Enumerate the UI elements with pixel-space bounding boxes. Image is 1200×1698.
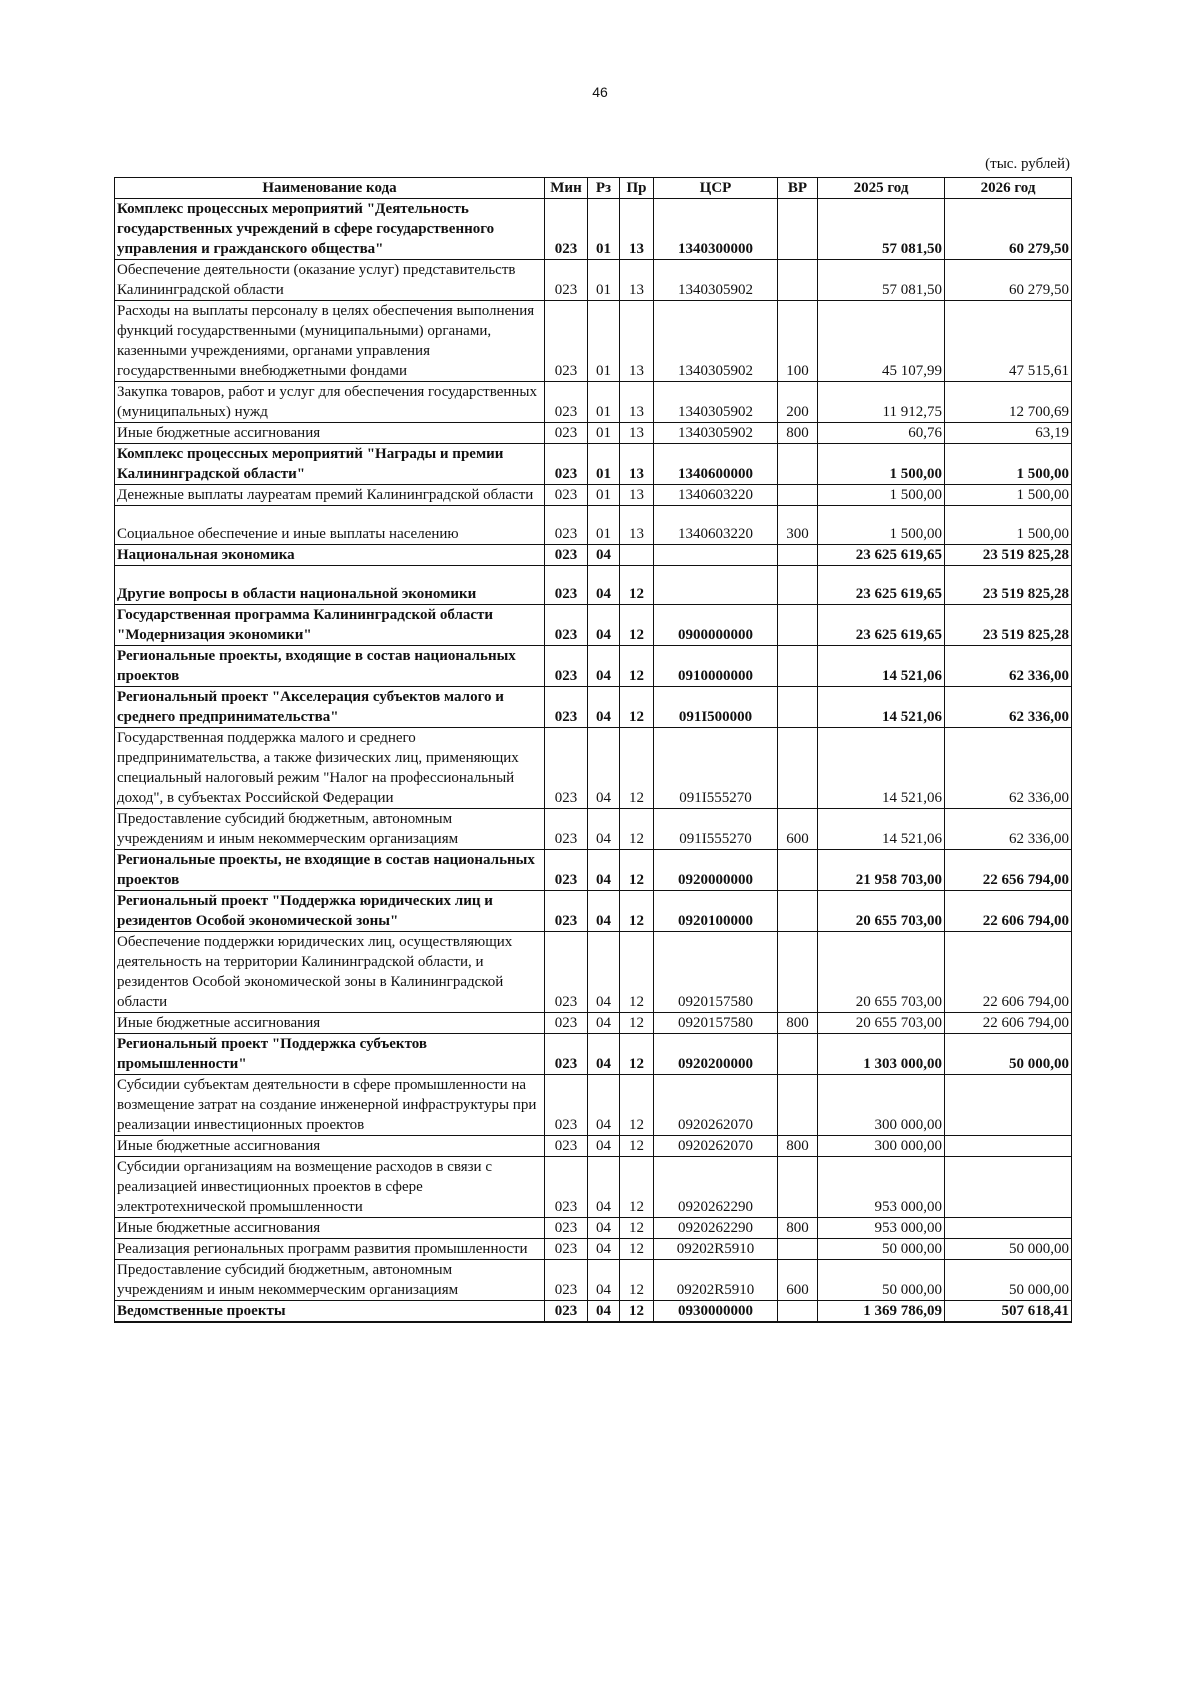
cell-2025: 11 912,75 bbox=[818, 382, 945, 423]
cell-min: 023 bbox=[545, 605, 588, 646]
table-row bbox=[115, 444, 1072, 485]
cell-2026: 63,19 bbox=[945, 423, 1072, 444]
cell-name: Денежные выплаты лауреатам премий Калининградской области bbox=[115, 485, 545, 506]
cell-rz: 01 bbox=[588, 485, 620, 506]
cell-2025: 57 081,50 bbox=[818, 260, 945, 301]
cell-name: Комплекс процессных мероприятий "Награды и премии Калининградской области" bbox=[115, 444, 545, 485]
cell-2026: 60 279,50 bbox=[945, 199, 1072, 260]
cell-pr: 12 bbox=[620, 809, 654, 850]
cell-csr: 0920262070 bbox=[654, 1136, 778, 1157]
cell-name: Региональный проект "Поддержка субъектов промышленности" bbox=[115, 1034, 545, 1075]
cell-rz: 04 bbox=[588, 605, 620, 646]
cell-2025: 1 303 000,00 bbox=[818, 1034, 945, 1075]
cell-2026 bbox=[945, 1136, 1072, 1157]
cell-min: 023 bbox=[545, 1260, 588, 1301]
cell-min: 023 bbox=[545, 891, 588, 932]
cell-rz: 04 bbox=[588, 728, 620, 809]
cell-2026: 12 700,69 bbox=[945, 382, 1072, 423]
cell-rz: 01 bbox=[588, 199, 620, 260]
cell-rz: 04 bbox=[588, 891, 620, 932]
cell-vr: 600 bbox=[778, 1260, 818, 1301]
budget-table bbox=[114, 177, 1072, 1323]
cell-vr bbox=[778, 605, 818, 646]
cell-pr: 12 bbox=[620, 850, 654, 891]
cell-2026: 23 519 825,28 bbox=[945, 566, 1072, 605]
cell-pr: 13 bbox=[620, 506, 654, 545]
cell-2025: 14 521,06 bbox=[818, 728, 945, 809]
cell-name: Субсидии субъектам деятельности в сфере промышленности на возмещение затрат на создание инженерной инфраструктуры при реализации инвестиционных проектов bbox=[115, 1075, 545, 1136]
cell-name: Предоставление субсидий бюджетным, автономным учреждениям и иным некоммерческим организациям bbox=[115, 809, 545, 850]
cell-2025: 45 107,99 bbox=[818, 301, 945, 382]
table-row bbox=[115, 301, 1072, 382]
cell-name: Иные бюджетные ассигнования bbox=[115, 1218, 545, 1239]
cell-pr: 12 bbox=[620, 1260, 654, 1301]
cell-2026: 1 500,00 bbox=[945, 444, 1072, 485]
table-row bbox=[115, 1136, 1072, 1157]
cell-min: 023 bbox=[545, 728, 588, 809]
cell-min: 023 bbox=[545, 545, 588, 566]
cell-csr: 1340600000 bbox=[654, 444, 778, 485]
cell-vr: 600 bbox=[778, 809, 818, 850]
cell-2026: 62 336,00 bbox=[945, 728, 1072, 809]
cell-2025: 50 000,00 bbox=[818, 1260, 945, 1301]
cell-vr bbox=[778, 932, 818, 1013]
cell-2025: 23 625 619,65 bbox=[818, 605, 945, 646]
cell-csr: 0920262070 bbox=[654, 1075, 778, 1136]
cell-pr: 13 bbox=[620, 444, 654, 485]
cell-2025: 300 000,00 bbox=[818, 1136, 945, 1157]
cell-name: Расходы на выплаты персоналу в целях обеспечения выполнения функций государственными (муниципальными) органами, казенными учреждениями, органами управления государственными внебюджетными фондами bbox=[115, 301, 545, 382]
cell-pr: 13 bbox=[620, 301, 654, 382]
cell-2026: 50 000,00 bbox=[945, 1034, 1072, 1075]
cell-pr: 12 bbox=[620, 605, 654, 646]
cell-min: 023 bbox=[545, 809, 588, 850]
cell-rz: 01 bbox=[588, 506, 620, 545]
table-row bbox=[115, 687, 1072, 728]
header-csr: ЦСР bbox=[654, 178, 778, 199]
cell-vr bbox=[778, 545, 818, 566]
cell-pr: 12 bbox=[620, 566, 654, 605]
cell-min: 023 bbox=[545, 1075, 588, 1136]
cell-vr bbox=[778, 260, 818, 301]
cell-csr: 1340305902 bbox=[654, 423, 778, 444]
cell-csr: 0930000000 bbox=[654, 1301, 778, 1323]
cell-min: 023 bbox=[545, 301, 588, 382]
cell-rz: 04 bbox=[588, 1157, 620, 1218]
cell-csr bbox=[654, 566, 778, 605]
page-number: 46 bbox=[592, 84, 608, 100]
cell-min: 023 bbox=[545, 199, 588, 260]
cell-csr: 091I555270 bbox=[654, 809, 778, 850]
cell-rz: 04 bbox=[588, 932, 620, 1013]
cell-2026: 22 656 794,00 bbox=[945, 850, 1072, 891]
cell-vr bbox=[778, 891, 818, 932]
cell-rz: 04 bbox=[588, 1260, 620, 1301]
cell-csr: 091I555270 bbox=[654, 728, 778, 809]
cell-rz: 04 bbox=[588, 566, 620, 605]
cell-csr: 1340305902 bbox=[654, 260, 778, 301]
cell-min: 023 bbox=[545, 382, 588, 423]
cell-2025: 300 000,00 bbox=[818, 1075, 945, 1136]
cell-vr bbox=[778, 1075, 818, 1136]
cell-csr: 1340603220 bbox=[654, 506, 778, 545]
cell-pr: 12 bbox=[620, 646, 654, 687]
cell-2025: 60,76 bbox=[818, 423, 945, 444]
header-vr: ВР bbox=[778, 178, 818, 199]
cell-2025: 14 521,06 bbox=[818, 809, 945, 850]
header-pr: Пр bbox=[620, 178, 654, 199]
cell-rz: 04 bbox=[588, 1239, 620, 1260]
cell-pr: 13 bbox=[620, 199, 654, 260]
cell-name: Региональный проект "Поддержка юридических лиц и резидентов Особой экономической зоны" bbox=[115, 891, 545, 932]
cell-csr bbox=[654, 545, 778, 566]
cell-pr: 12 bbox=[620, 1034, 654, 1075]
cell-pr: 12 bbox=[620, 891, 654, 932]
cell-csr: 0920157580 bbox=[654, 932, 778, 1013]
cell-name: Реализация региональных программ развития промышленности bbox=[115, 1239, 545, 1260]
table-row bbox=[115, 1218, 1072, 1239]
cell-vr: 200 bbox=[778, 382, 818, 423]
cell-vr bbox=[778, 687, 818, 728]
table-row bbox=[115, 485, 1072, 506]
cell-2026 bbox=[945, 1218, 1072, 1239]
cell-name: Ведомственные проекты bbox=[115, 1301, 545, 1323]
table-row bbox=[115, 1239, 1072, 1260]
cell-rz: 04 bbox=[588, 1218, 620, 1239]
table-row bbox=[115, 1013, 1072, 1034]
cell-min: 023 bbox=[545, 444, 588, 485]
header-name: Наименование кода bbox=[115, 178, 545, 199]
cell-vr bbox=[778, 199, 818, 260]
cell-2025: 14 521,06 bbox=[818, 687, 945, 728]
cell-2026 bbox=[945, 1157, 1072, 1218]
cell-vr bbox=[778, 1034, 818, 1075]
header-2026: 2026 год bbox=[945, 178, 1072, 199]
header-2025: 2025 год bbox=[818, 178, 945, 199]
cell-name: Предоставление субсидий бюджетным, автономным учреждениям и иным некоммерческим организациям bbox=[115, 1260, 545, 1301]
cell-2025: 21 958 703,00 bbox=[818, 850, 945, 891]
cell-rz: 01 bbox=[588, 423, 620, 444]
cell-2026: 23 519 825,28 bbox=[945, 545, 1072, 566]
cell-2026: 60 279,50 bbox=[945, 260, 1072, 301]
cell-rz: 04 bbox=[588, 1075, 620, 1136]
cell-name: Обеспечение деятельности (оказание услуг) представительств Калининградской области bbox=[115, 260, 545, 301]
cell-vr: 300 bbox=[778, 506, 818, 545]
cell-min: 023 bbox=[545, 566, 588, 605]
cell-csr: 0920000000 bbox=[654, 850, 778, 891]
table-row bbox=[115, 646, 1072, 687]
table-row bbox=[115, 1260, 1072, 1301]
cell-pr: 12 bbox=[620, 1301, 654, 1323]
cell-rz: 01 bbox=[588, 301, 620, 382]
cell-vr bbox=[778, 1157, 818, 1218]
cell-2026: 507 618,41 bbox=[945, 1301, 1072, 1323]
cell-rz: 04 bbox=[588, 1034, 620, 1075]
cell-min: 023 bbox=[545, 1239, 588, 1260]
cell-rz: 04 bbox=[588, 1301, 620, 1323]
cell-min: 023 bbox=[545, 1013, 588, 1034]
cell-rz: 01 bbox=[588, 260, 620, 301]
cell-2025: 20 655 703,00 bbox=[818, 1013, 945, 1034]
cell-vr bbox=[778, 444, 818, 485]
cell-2026: 22 606 794,00 bbox=[945, 932, 1072, 1013]
cell-min: 023 bbox=[545, 260, 588, 301]
cell-min: 023 bbox=[545, 1034, 588, 1075]
cell-name: Другие вопросы в области национальной экономики bbox=[115, 566, 545, 605]
cell-min: 023 bbox=[545, 687, 588, 728]
table-row bbox=[115, 423, 1072, 444]
cell-rz: 04 bbox=[588, 809, 620, 850]
cell-csr: 1340305902 bbox=[654, 382, 778, 423]
cell-vr: 100 bbox=[778, 301, 818, 382]
cell-csr: 0920157580 bbox=[654, 1013, 778, 1034]
cell-pr bbox=[620, 545, 654, 566]
table-header-row bbox=[115, 178, 1072, 199]
cell-min: 023 bbox=[545, 1301, 588, 1323]
table-row bbox=[115, 506, 1072, 545]
cell-csr: 0900000000 bbox=[654, 605, 778, 646]
cell-name: Государственная программа Калининградской области "Модернизация экономики" bbox=[115, 605, 545, 646]
cell-rz: 04 bbox=[588, 646, 620, 687]
cell-2025: 23 625 619,65 bbox=[818, 566, 945, 605]
cell-name: Иные бюджетные ассигнования bbox=[115, 423, 545, 444]
cell-name: Региональные проекты, не входящие в состав национальных проектов bbox=[115, 850, 545, 891]
cell-pr: 13 bbox=[620, 485, 654, 506]
cell-name: Социальное обеспечение и иные выплаты населению bbox=[115, 506, 545, 545]
cell-2026: 1 500,00 bbox=[945, 485, 1072, 506]
cell-vr bbox=[778, 646, 818, 687]
table-row bbox=[115, 1034, 1072, 1075]
table-row bbox=[115, 199, 1072, 260]
cell-name: Государственная поддержка малого и среднего предпринимательства, а также физических лиц, применяющих специальный налоговый режим "Налог на профессиональный доход", в субъектах Российской Федерации bbox=[115, 728, 545, 809]
cell-vr: 800 bbox=[778, 423, 818, 444]
cell-vr: 800 bbox=[778, 1013, 818, 1034]
cell-pr: 12 bbox=[620, 1157, 654, 1218]
cell-2026: 62 336,00 bbox=[945, 646, 1072, 687]
cell-2025: 953 000,00 bbox=[818, 1157, 945, 1218]
cell-name: Национальная экономика bbox=[115, 545, 545, 566]
cell-vr bbox=[778, 1239, 818, 1260]
table-row bbox=[115, 1301, 1072, 1323]
table-row bbox=[115, 891, 1072, 932]
cell-pr: 12 bbox=[620, 687, 654, 728]
cell-rz: 04 bbox=[588, 545, 620, 566]
cell-pr: 12 bbox=[620, 932, 654, 1013]
cell-2026: 50 000,00 bbox=[945, 1239, 1072, 1260]
cell-2025: 50 000,00 bbox=[818, 1239, 945, 1260]
cell-2025: 57 081,50 bbox=[818, 199, 945, 260]
cell-name: Закупка товаров, работ и услуг для обеспечения государственных (муниципальных) нужд bbox=[115, 382, 545, 423]
cell-2025: 1 500,00 bbox=[818, 444, 945, 485]
cell-csr: 0920100000 bbox=[654, 891, 778, 932]
header-min: Мин bbox=[545, 178, 588, 199]
cell-pr: 12 bbox=[620, 1075, 654, 1136]
cell-csr: 1340305902 bbox=[654, 301, 778, 382]
cell-name: Региональные проекты, входящие в состав национальных проектов bbox=[115, 646, 545, 687]
table-row bbox=[115, 932, 1072, 1013]
cell-vr bbox=[778, 850, 818, 891]
cell-name: Иные бюджетные ассигнования bbox=[115, 1136, 545, 1157]
cell-min: 023 bbox=[545, 1136, 588, 1157]
header-rz: Рз bbox=[588, 178, 620, 199]
table-row bbox=[115, 1157, 1072, 1218]
cell-2026: 62 336,00 bbox=[945, 809, 1072, 850]
cell-vr bbox=[778, 1301, 818, 1323]
cell-csr: 09202R5910 bbox=[654, 1239, 778, 1260]
cell-vr bbox=[778, 485, 818, 506]
cell-vr: 800 bbox=[778, 1218, 818, 1239]
cell-csr: 09202R5910 bbox=[654, 1260, 778, 1301]
cell-vr bbox=[778, 728, 818, 809]
cell-2026 bbox=[945, 1075, 1072, 1136]
cell-min: 023 bbox=[545, 646, 588, 687]
cell-2026: 22 606 794,00 bbox=[945, 1013, 1072, 1034]
cell-2025: 1 369 786,09 bbox=[818, 1301, 945, 1323]
table-row bbox=[115, 382, 1072, 423]
table-row bbox=[115, 545, 1072, 566]
table-row bbox=[115, 850, 1072, 891]
cell-pr: 13 bbox=[620, 423, 654, 444]
cell-min: 023 bbox=[545, 1157, 588, 1218]
cell-pr: 12 bbox=[620, 728, 654, 809]
cell-2025: 20 655 703,00 bbox=[818, 891, 945, 932]
cell-rz: 04 bbox=[588, 1136, 620, 1157]
cell-csr: 1340300000 bbox=[654, 199, 778, 260]
cell-rz: 01 bbox=[588, 444, 620, 485]
cell-2025: 14 521,06 bbox=[818, 646, 945, 687]
cell-csr: 0910000000 bbox=[654, 646, 778, 687]
cell-pr: 12 bbox=[620, 1136, 654, 1157]
cell-2026: 50 000,00 bbox=[945, 1260, 1072, 1301]
cell-name: Субсидии организациям на возмещение расходов в связи с реализацией инвестиционных проектов в сфере электротехнической промышленности bbox=[115, 1157, 545, 1218]
cell-csr: 0920262290 bbox=[654, 1218, 778, 1239]
cell-csr: 0920262290 bbox=[654, 1157, 778, 1218]
table-body bbox=[115, 199, 1072, 1323]
cell-2025: 1 500,00 bbox=[818, 485, 945, 506]
cell-2025: 953 000,00 bbox=[818, 1218, 945, 1239]
table-row bbox=[115, 1075, 1072, 1136]
cell-min: 023 bbox=[545, 423, 588, 444]
cell-2026: 22 606 794,00 bbox=[945, 891, 1072, 932]
cell-2026: 23 519 825,28 bbox=[945, 605, 1072, 646]
cell-csr: 0920200000 bbox=[654, 1034, 778, 1075]
table-row bbox=[115, 605, 1072, 646]
table-row bbox=[115, 566, 1072, 605]
cell-2026: 1 500,00 bbox=[945, 506, 1072, 545]
cell-rz: 04 bbox=[588, 687, 620, 728]
cell-pr: 13 bbox=[620, 382, 654, 423]
cell-name: Комплекс процессных мероприятий "Деятельность государственных учреждений в сфере государственного управления и гражданского общества" bbox=[115, 199, 545, 260]
cell-min: 023 bbox=[545, 932, 588, 1013]
table-row bbox=[115, 809, 1072, 850]
cell-name: Иные бюджетные ассигнования bbox=[115, 1013, 545, 1034]
cell-csr: 091I500000 bbox=[654, 687, 778, 728]
cell-2026: 47 515,61 bbox=[945, 301, 1072, 382]
cell-vr: 800 bbox=[778, 1136, 818, 1157]
cell-2026: 62 336,00 bbox=[945, 687, 1072, 728]
cell-rz: 04 bbox=[588, 1013, 620, 1034]
cell-min: 023 bbox=[545, 850, 588, 891]
cell-name: Региональный проект "Акселерация субъектов малого и среднего предпринимательства" bbox=[115, 687, 545, 728]
cell-min: 023 bbox=[545, 1218, 588, 1239]
cell-2025: 20 655 703,00 bbox=[818, 932, 945, 1013]
cell-min: 023 bbox=[545, 485, 588, 506]
cell-2025: 23 625 619,65 bbox=[818, 545, 945, 566]
cell-rz: 04 bbox=[588, 850, 620, 891]
cell-pr: 12 bbox=[620, 1239, 654, 1260]
table-row bbox=[115, 260, 1072, 301]
cell-min: 023 bbox=[545, 506, 588, 545]
cell-vr bbox=[778, 566, 818, 605]
table-row bbox=[115, 728, 1072, 809]
units-label: (тыс. рублей) bbox=[985, 156, 1070, 172]
cell-2025: 1 500,00 bbox=[818, 506, 945, 545]
cell-pr: 13 bbox=[620, 260, 654, 301]
cell-rz: 01 bbox=[588, 382, 620, 423]
cell-pr: 12 bbox=[620, 1218, 654, 1239]
cell-name: Обеспечение поддержки юридических лиц, осуществляющих деятельность на территории Калининградской области, и резидентов Особой экономической зоны в Калининградской области bbox=[115, 932, 545, 1013]
cell-pr: 12 bbox=[620, 1013, 654, 1034]
cell-csr: 1340603220 bbox=[654, 485, 778, 506]
